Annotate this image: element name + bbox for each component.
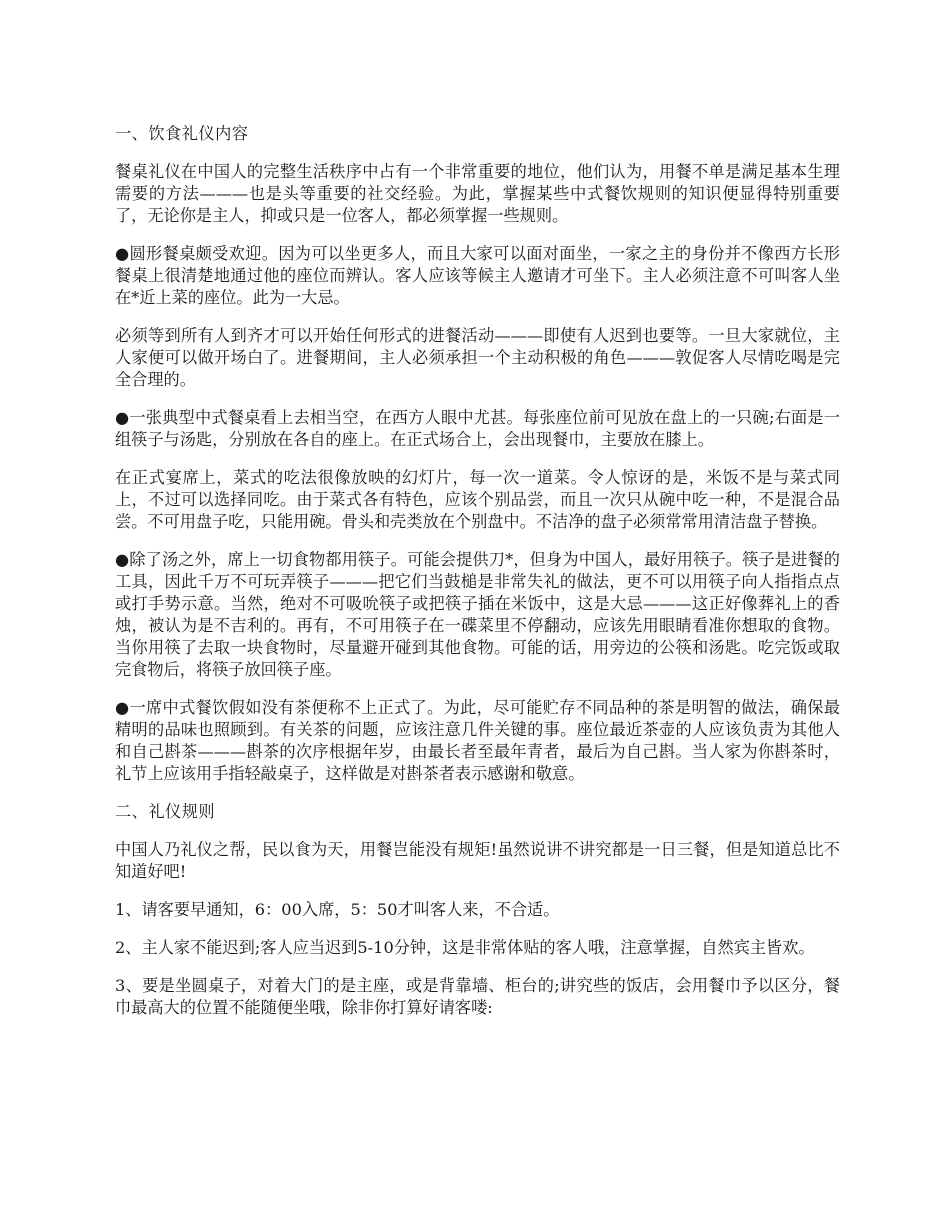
paragraph-intro: 餐桌礼仪在中国人的完整生活秩序中占有一个非常重要的地位，他们认为，用餐不单是满足基本生理需要的方法———也是头等重要的社交经验。为此，掌握某些中式餐饮规则的知识便显得特别重要了，无论你是主人，抑或只是一位客人，都必须掌握一些规则。 — [115, 162, 840, 225]
paragraph-round-table: ●圆形餐桌颇受欢迎。因为可以坐更多人，而且大家可以面对面坐，一家之主的身份并不像西方长形餐桌上很清楚地通过他的座位而辨认。客人应该等候主人邀请才可坐下。主人必须注意不可叫客人坐在*近上菜的座位。此为一大忌。 — [115, 244, 840, 307]
paragraph-rule-3: 3、要是坐圆桌子，对着大门的是主座，或是背靠墙、柜台的;讲究些的饭店，会用餐巾予以区分，餐巾最高大的位置不能随便坐哦，除非你打算好请客喽: — [115, 976, 840, 1017]
paragraph-rule-2: 2、主人家不能迟到;客人应当迟到5-10分钟，这是非常体贴的客人哦，注意掌握，自然宾主皆欢。 — [115, 938, 815, 957]
section-heading-etiquette-rules: 二、礼仪规则 — [115, 802, 216, 821]
paragraph-formal-banquet: 在正式宴席上，菜式的吃法很像放映的幻灯片，每一次一道菜。令人惊讶的是，米饭不是与菜式同上，不过可以选择同吃。由于菜式各有特色，应该个别品尝，而且一次只从碗中吃一种，不是混合品尝。不可用盘子吃，只能用碗。骨头和壳类放在个别盘中。不洁净的盘子必须常常用清洁盘子替换。 — [115, 468, 840, 531]
paragraph-tea: ●一席中式餐饮假如没有茶便称不上正式了。为此，尽可能贮存不同品种的茶是明智的做法，确保最精明的品味也照顾到。有关茶的问题，应该注意几件关键的事。座位最近茶壶的人应该负责为其他人和自己斟茶———斟茶的次序根据年岁，由最长者至最年青者，最后为自己斟。当人家为你斟茶时，礼节上应该用手指轻敲桌子，这样做是对斟茶者表示感谢和敬意。 — [115, 698, 840, 783]
document-page — [115, 123, 840, 1035]
paragraph-wait-for-all: 必须等到所有人到齐才可以开始任何形式的进餐活动———即使有人迟到也要等。一旦大家就位，主人家便可以做开场白了。进餐期间，主人必须承担一个主动积极的角色———敦促客人尽情吃喝是完全合理的。 — [115, 326, 840, 389]
paragraph-rule-1: 1、请客要早通知，6：00入席，5：50才叫客人来，不合适。 — [115, 900, 560, 919]
paragraph-chopsticks: ●除了汤之外，席上一切食物都用筷子。可能会提供刀*，但身为中国人，最好用筷子。筷子是进餐的工具，因此千万不可玩弄筷子———把它们当鼓槌是非常失礼的做法，更不可以用筷子向人指指点点或打手势示意。当然，绝对不可吸吮筷子或把筷子插在米饭中，这是大忌———这正好像葬礼上的香烛，被认为是不吉利的。再有，不可用筷子在一碟菜里不停翻动，应该先用眼睛看准你想取的食物。当你用筷了去取一块食物时，尽量避开碰到其他食物。可能的话，用旁边的公筷和汤匙。吃完饭或取完食物后，将筷子放回筷子座。 — [115, 550, 840, 679]
paragraph-table-setting: ●一张典型中式餐桌看上去相当空，在西方人眼中尤甚。每张座位前可见放在盘上的一只碗;右面是一组筷子与汤匙，分别放在各自的座上。在正式场合上，会出现餐巾，主要放在膝上。 — [115, 408, 840, 449]
section-heading-dining-etiquette: 一、饮食礼仪内容 — [115, 124, 249, 143]
paragraph-rules-intro: 中国人乃礼仪之帮，民以食为天，用餐岂能没有规矩!虽然说讲不讲究都是一日三餐，但是知道总比不知道好吧! — [115, 840, 840, 881]
